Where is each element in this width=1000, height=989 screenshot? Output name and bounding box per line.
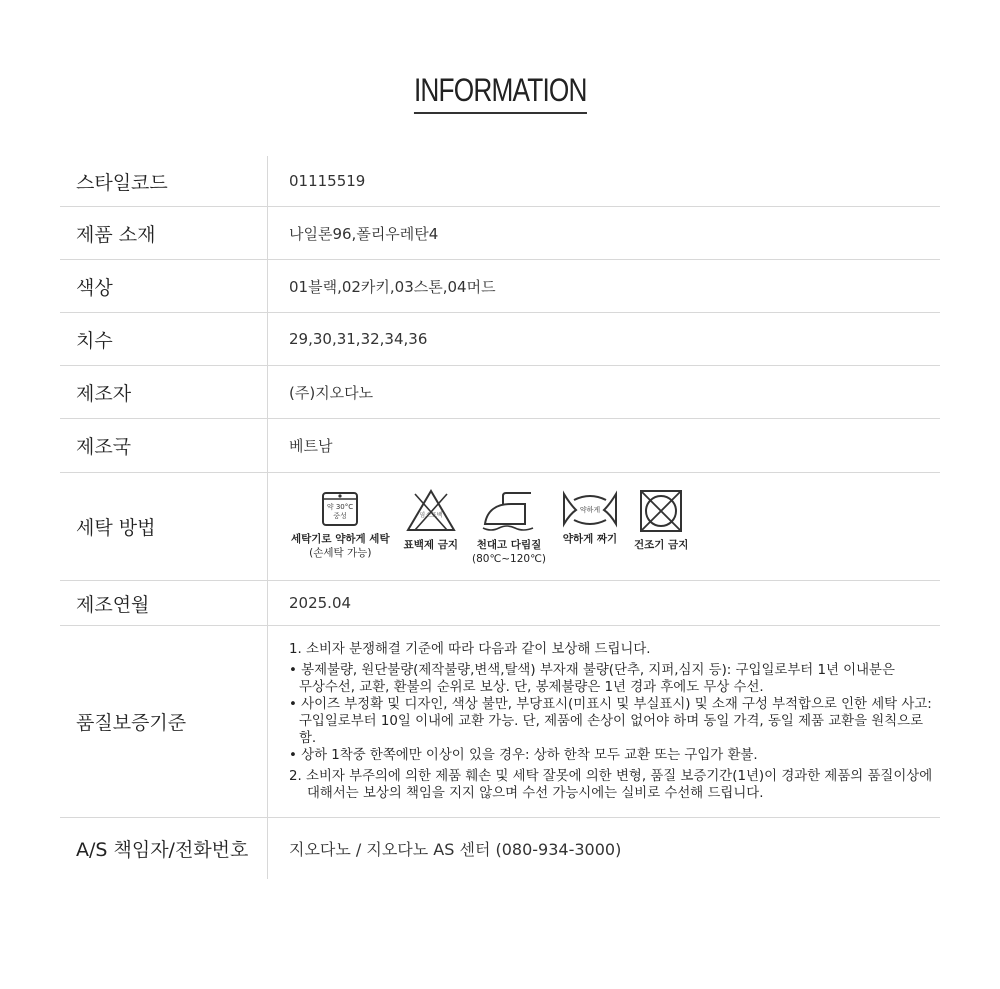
style-code-label: 스타일코드	[60, 156, 268, 206]
washing-icons	[268, 473, 940, 580]
wash-sub-3: (80℃~120℃)	[471, 552, 546, 565]
quality-bullet-3: • 상하 1착중 한쪽에만 이상이 있을 경우: 상하 한착 모두 교환 또는 구입가 환불.	[289, 748, 758, 763]
quality-bullet-1b: 무상수선, 교환, 환불의 순위로 보상. 단, 봉제불량은 1년 경과 후에도 무상 수선.	[299, 680, 764, 695]
no-tumble-dry-icon	[638, 488, 684, 534]
wash-item-1	[291, 488, 390, 560]
information-table	[60, 156, 940, 879]
quality-bullet-2a: • 사이즈 부정확 및 디자인, 색상 불만, 부당표시(미표시 및 부실표시) 및 소재 구성 부적합으로 인한 세탁 사고:	[289, 697, 932, 712]
row-quality	[60, 626, 940, 818]
wash-neutral-text: 중성	[333, 511, 348, 520]
country-label: 제조국	[60, 419, 268, 472]
row-manufacturer	[60, 366, 940, 419]
color-label: 색상	[60, 260, 268, 312]
no-bleach-inner-text: 염소표백	[419, 511, 443, 519]
wring-inner-text: 약하게	[579, 505, 601, 514]
quality-line-2a: 2. 소비자 부주의에 의한 제품 훼손 및 세탁 잘못에 의한 변형, 품질 보증기간(1년)이 경과한 제품의 품질이상에	[289, 769, 933, 784]
color-value: 01블랙,02카키,03스톤,04머드	[289, 277, 496, 296]
row-material	[60, 207, 940, 260]
quality-bullet-2b: 구입일로부터 10일 이내에 교환 가능. 단, 제품에 손상이 없어야 하며 동일 가격, 동일 제품 교환을 원칙으로 함.	[299, 714, 924, 746]
wash-caption-5: 건조기 금지	[633, 538, 689, 551]
manufacturer-value: (주)지오다노	[289, 383, 374, 402]
wash-30-neutral-icon	[320, 488, 360, 528]
material-label: 제품 소재	[60, 207, 268, 259]
style-code-value: 01115519	[289, 172, 366, 190]
wash-caption-3: 천대고 다림질	[476, 538, 542, 551]
manufacturer-label: 제조자	[60, 366, 268, 418]
as-contact-label: A/S 책임자/전화번호	[60, 818, 268, 879]
size-value: 29,30,31,32,34,36	[289, 330, 428, 348]
as-contact-value: 지오다노 / 지오다노 AS 센터 (080-934-3000)	[289, 840, 622, 859]
wash-temp-text: 약 30°C	[327, 502, 354, 511]
iron-cloth-icon	[481, 488, 537, 534]
date-label: 제조연월	[60, 581, 268, 625]
wash-item-2	[404, 488, 458, 552]
row-size	[60, 313, 940, 366]
date-value: 2025.04	[289, 594, 352, 612]
wring-gently-icon	[560, 488, 620, 528]
washing-label: 세탁 방법	[60, 473, 268, 580]
wash-item-5	[634, 488, 688, 552]
quality-bullet-1a: • 봉제불량, 원단불량(제작불량,변색,탈색) 부자재 불량(단추, 지퍼,심지 등): 구입일로부터 1년 이내분은	[289, 663, 895, 678]
quality-line-1: 1. 소비자 분쟁해결 기준에 따라 다음과 같이 보상해 드립니다.	[289, 642, 651, 657]
wash-item-3	[472, 488, 546, 566]
row-country	[60, 419, 940, 473]
row-as-contact	[60, 818, 940, 879]
size-label: 치수	[60, 313, 268, 365]
wash-caption-1: 세탁기로 약하게 세탁	[291, 532, 390, 545]
wash-caption-2: 표백제 금지	[403, 538, 458, 551]
quality-line-2b: 대해서는 보상의 책임을 지지 않으며 수선 가능시에는 실비로 수선해 드립니다.	[307, 786, 764, 801]
wash-caption-4: 약하게 짜기	[562, 532, 618, 545]
row-date	[60, 581, 940, 626]
country-value: 베트남	[289, 437, 333, 455]
quality-label: 품질보증기준	[60, 626, 268, 817]
material-value: 나일론96,폴리우레탄4	[289, 224, 439, 243]
row-washing	[60, 473, 940, 581]
row-color	[60, 260, 940, 313]
no-bleach-icon	[405, 488, 457, 534]
wash-sub-1: (손세탁 가능)	[309, 546, 372, 559]
row-style-code	[60, 156, 940, 207]
quality-text	[268, 626, 940, 817]
wash-item-4	[560, 488, 620, 546]
information-title: INFORMATION	[0, 70, 1000, 114]
